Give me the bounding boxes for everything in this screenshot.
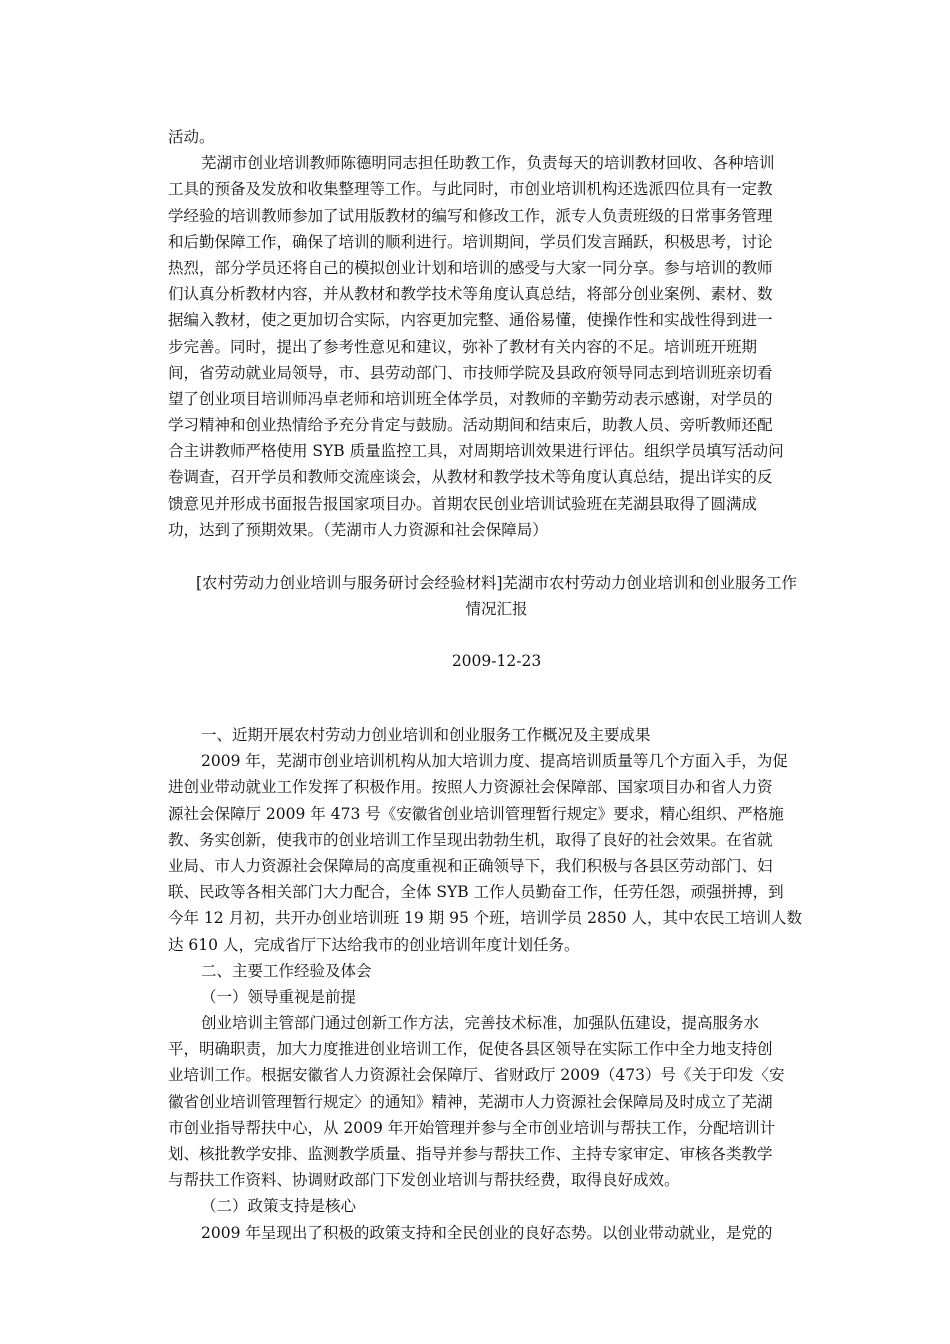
text-line: 今年 12 月初，共开办创业培训班 19 期 95 个班，培训学员 2850 人，其中农民工培训人数 (168, 909, 803, 928)
text-line: 联、民政等各相关部门大力配合，全体 SYB 工作人员勤奋工作，任劳任怨，顽强拼搏，到 (168, 883, 784, 902)
text-line: 划、核批教学安排、监测教学质量、指导并参与帮扶工作、主持专家审定、审核各类教学 (168, 1145, 773, 1163)
document-title (168, 570, 825, 622)
text-line: 市创业指导帮扶中心，从 2009 年开始管理并参与全市创业培训与帮扶工作，分配培训计 (168, 1118, 776, 1137)
text-line: 2009 年呈现出了积极的政策支持和全民创业的良好态势。以创业带动就业，是党的 (201, 1223, 773, 1242)
text-line: 业培训工作。根据安徽省人力资源社会保障厅、省财政厅 2009（473）号《关于印发〈安 (168, 1066, 785, 1085)
text-line: 源社会保障厅 2009 年 473 号《安徽省创业培训管理暂行规定》要求，精心组织、严格施 (168, 804, 784, 823)
text-line: 学经验的培训教师参加了试用版教材的编写和修改工作，派专人负责班级的日常事务管理 (168, 206, 773, 225)
paragraph-continuation (168, 124, 825, 543)
text-line: 功，达到了预期效果。（芜湖市人力资源和社会保障局） (168, 520, 548, 539)
text-line: 热烈，部分学员还将自己的模拟创业计划和培训的感受与大家一同分享。参与培训的教师 (168, 258, 773, 277)
section-heading: 二、主要工作经验及体会 (201, 961, 372, 980)
title-line: [农村劳动力创业培训与服务研讨会经验材料]芜湖市农村劳动力创业培训和创业服务工作 (195, 574, 798, 592)
text-line: 望了创业项目培训师冯卓老师和培训班全体学员，对教师的辛勤劳动表示感谢，对学员的 (168, 389, 773, 408)
text-line: 学习精神和创业热情给予充分肯定与鼓励。活动期间和结束后，助教人员、旁听教师还配 (168, 416, 773, 435)
text-line: 间，省劳动就业局领导，市、县劳动部门、市技师学院及县政府领导同志到培训班亲切看 (168, 363, 773, 382)
title-line: 情况汇报 (465, 600, 528, 619)
text-line: 与帮扶工作资料、协调财政部门下发创业培训与帮扶经费，取得良好成效。 (168, 1171, 680, 1190)
text-line: 步完善。同时，提出了参考性意见和建议，弥补了教材有关内容的不足。培训班开班期 (168, 337, 758, 356)
text-line: 和后勤保障工作，确保了培训的顺利进行。培训期间，学员们发言踊跃，积极思考，讨论 (168, 232, 773, 251)
text-line: 教、务实创新，使我市的创业培训工作呈现出勃勃生机，取得了良好的社会效果。在省就 (168, 830, 773, 849)
text-line: 达 610 人，完成省厅下达给我市的创业培训年度计划任务。 (168, 935, 580, 954)
text-line: 们认真分析教材内容，并从教材和教学技术等角度认真总结，将部分创业案例、素材、数 (168, 285, 773, 304)
text-line: 徽省创业培训管理暂行规定〉的通知》精神，芜湖市人力资源社会保障局及时成立了芜湖 (168, 1092, 773, 1111)
text-line: 卷调查，召开学员和教师交流座谈会，从教材和教学技术等角度认真总结，提出详实的反 (168, 468, 773, 487)
text-line: 活动。 (168, 128, 215, 146)
text-line: 工具的预备及发放和收集整理等工作。与此同时，市创业培训机构还选派四位具有一定教 (168, 180, 773, 199)
document-date (168, 648, 825, 674)
text-line: 业局、市人力资源社会保障局的高度重视和正确领导下，我们积极与各县区劳动部门、妇 (168, 856, 773, 875)
text-line: 合主讲教师严格使用 SYB 质量监控工具，对周期培训效果进行评估。组织学员填写活动问 (168, 442, 784, 461)
report-body (168, 722, 825, 1246)
date-text: 2009-12-23 (451, 652, 542, 670)
text-line: 2009 年，芜湖市创业培训机构从加大培训力度、提高培训质量等几个方面入手，为促 (201, 752, 788, 771)
text-line: 据编入教材，使之更加切合实际，内容更加完整、通俗易懂，使操作性和实战性得到进一 (168, 311, 773, 330)
subsection-heading: （二）政策支持是核心 (201, 1197, 357, 1216)
subsection-heading: （一）领导重视是前提 (201, 987, 357, 1006)
section-heading: 一、近期开展农村劳动力创业培训和创业服务工作概况及主要成果 (201, 726, 651, 744)
text-line: 馈意见并形成书面报告报国家项目办。首期农民创业培训试验班在芜湖县取得了圆满成 (168, 494, 758, 513)
text-line: 平，明确职责，加大力度推进创业培训工作，促使各县区领导在实际工作中全力地支持创 (168, 1040, 773, 1059)
text-line: 进创业带动就业工作发挥了积极作用。按照人力资源社会保障部、国家项目办和省人力资 (168, 778, 773, 797)
text-line: 创业培训主管部门通过创新工作方法，完善技术标准，加强队伍建设，提高服务水 (201, 1014, 760, 1033)
text-line: 芜湖市创业培训教师陈德明同志担任助教工作，负责每天的培训教材回收、各种培训 (201, 154, 775, 173)
